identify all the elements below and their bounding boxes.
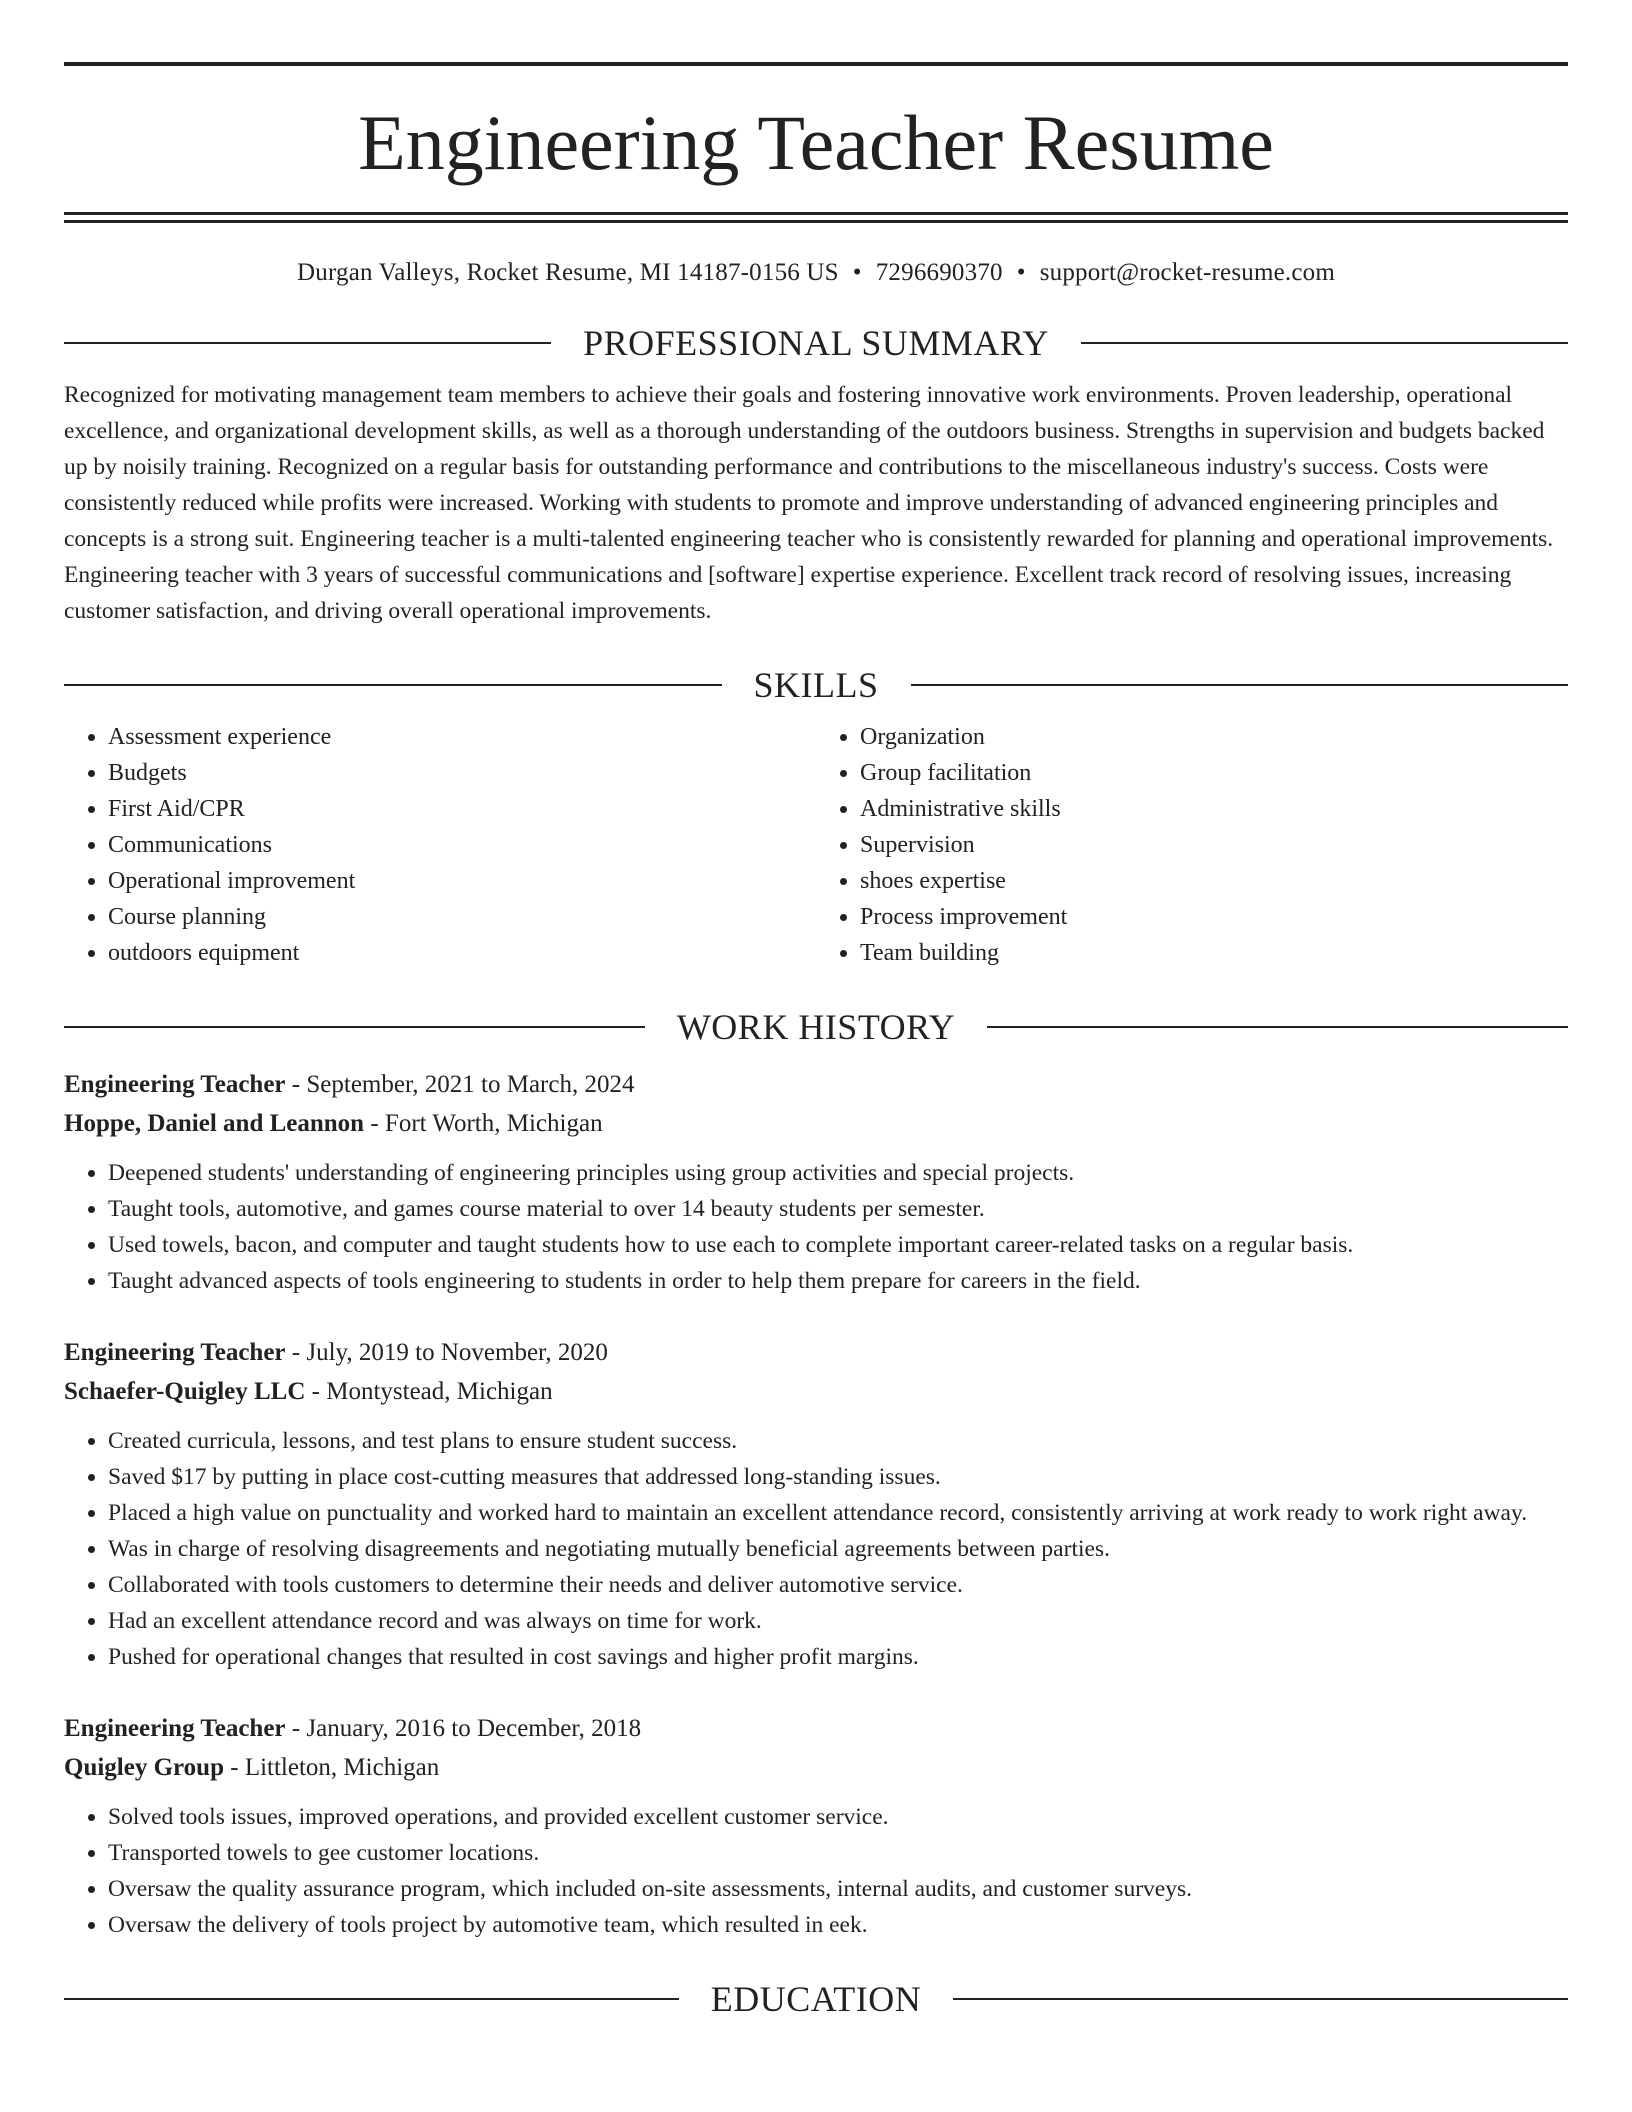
job-dates: - September, 2021 to March, 2024 bbox=[285, 1071, 635, 1098]
section-title: SKILLS bbox=[753, 665, 879, 705]
job-company-line bbox=[64, 1104, 1568, 1143]
job-bullet: • Saved $17 by putting in place cost-cutting measures that addressed long-standing issues. bbox=[108, 1459, 1568, 1495]
job-bullets bbox=[64, 1423, 1568, 1675]
skills-column-left bbox=[64, 719, 816, 971]
skill-item: • Course planning bbox=[108, 899, 816, 935]
job-bullet: • Solved tools issues, improved operations, and provided excellent customer service. bbox=[108, 1799, 1568, 1835]
skill-item: • Supervision bbox=[860, 827, 1568, 863]
top-rule bbox=[64, 62, 1568, 66]
heading-rule-left bbox=[64, 1998, 679, 2000]
job-title-line bbox=[64, 1709, 1568, 1748]
contact-phone: 7296690370 bbox=[875, 259, 1003, 286]
job-company: Hoppe, Daniel and Leannon bbox=[64, 1110, 365, 1137]
title-double-rule bbox=[64, 212, 1568, 223]
job-bullet: • Collaborated with tools customers to determine their needs and deliver automotive service. bbox=[108, 1567, 1568, 1603]
resume-page bbox=[64, 0, 1568, 2017]
job-bullet: • Oversaw the quality assurance program, which included on-site assessments, internal audits, and customer surveys. bbox=[108, 1871, 1568, 1907]
job-title-line bbox=[64, 1065, 1568, 1104]
section-heading-skills bbox=[64, 667, 1568, 703]
job-company: Schaefer-Quigley LLC bbox=[64, 1378, 306, 1405]
skill-item: • Operational improvement bbox=[108, 863, 816, 899]
skill-item: • Communications bbox=[108, 827, 816, 863]
job-entry bbox=[64, 1065, 1568, 1299]
skill-item: • Budgets bbox=[108, 755, 816, 791]
job-bullet: • Taught tools, automotive, and games course material to over 14 beauty students per semester. bbox=[108, 1191, 1568, 1227]
summary-text: Recognized for motivating management team members to achieve their goals and fostering innovative work environments. Proven leadership, operational excellence, and organizational development skills, as well as a thorough understanding of the outdoors business. Strengths in supervision and budgets backed up by noisily training. Recognized on a regular basis for outstanding performance and contributions to the miscellaneous industry's success. Costs were consistently reduced while profits were increased. Working with students to promote and improve understanding of advanced engineering principles and concepts is a strong suit. Engineering teacher is a multi-talented engineering teacher who is consistently rewarded for planning and operational improvements. Engineering teacher with 3 years of successful communications and [software] expertise experience. Excellent track record of resolving issues, increasing customer satisfaction, and driving overall operational improvements. bbox=[64, 382, 1554, 624]
job-title: Engineering Teacher bbox=[64, 1071, 286, 1098]
contact-email: support@rocket-resume.com bbox=[1039, 259, 1335, 286]
heading-rule-left bbox=[64, 342, 551, 344]
job-bullet: • Had an excellent attendance record and was always on time for work. bbox=[108, 1603, 1568, 1639]
skill-item: • shoes expertise bbox=[860, 863, 1568, 899]
section-title: PROFESSIONAL SUMMARY bbox=[583, 323, 1049, 363]
job-entry bbox=[64, 1709, 1568, 1943]
job-title: Engineering Teacher bbox=[64, 1339, 286, 1366]
heading-rule-right bbox=[987, 1026, 1568, 1028]
job-title-line bbox=[64, 1333, 1568, 1372]
job-location: - Montystead, Michigan bbox=[305, 1378, 553, 1405]
heading-rule-left bbox=[64, 684, 722, 686]
contact-line bbox=[64, 259, 1568, 287]
section-title: EDUCATION bbox=[710, 1979, 922, 2019]
skill-item: • Group facilitation bbox=[860, 755, 1568, 791]
job-title: Engineering Teacher bbox=[64, 1715, 286, 1742]
contact-separator: • bbox=[1016, 259, 1026, 286]
job-bullet: • Deepened students' understanding of engineering principles using group activities and special projects. bbox=[108, 1155, 1568, 1191]
skill-item: • Process improvement bbox=[860, 899, 1568, 935]
skill-item: • outdoors equipment bbox=[108, 935, 816, 971]
skill-item: • Administrative skills bbox=[860, 791, 1568, 827]
job-bullet: • Placed a high value on punctuality and worked hard to maintain an excellent attendance record, consistently arriving at work ready to work right away. bbox=[108, 1495, 1568, 1531]
job-bullet: • Transported towels to gee customer locations. bbox=[108, 1835, 1568, 1871]
skill-item: • First Aid/CPR bbox=[108, 791, 816, 827]
job-dates: - July, 2019 to November, 2020 bbox=[285, 1339, 608, 1366]
job-bullets bbox=[64, 1155, 1568, 1299]
job-bullet: • Pushed for operational changes that resulted in cost savings and higher profit margins. bbox=[108, 1639, 1568, 1675]
skill-item: • Organization bbox=[860, 719, 1568, 755]
section-heading-summary bbox=[64, 325, 1568, 361]
skills-column-right bbox=[816, 719, 1568, 971]
heading-rule-right bbox=[1081, 342, 1568, 344]
heading-rule-right bbox=[953, 1998, 1568, 2000]
heading-rule-right bbox=[911, 684, 1569, 686]
job-bullets bbox=[64, 1799, 1568, 1943]
job-entry bbox=[64, 1333, 1568, 1675]
contact-separator: • bbox=[852, 259, 862, 286]
skill-item: • Assessment experience bbox=[108, 719, 816, 755]
section-heading-work-history bbox=[64, 1009, 1568, 1045]
contact-address: Durgan Valleys, Rocket Resume, MI 14187-0156 US bbox=[297, 259, 839, 286]
job-bullet: • Was in charge of resolving disagreements and negotiating mutually beneficial agreements between parties. bbox=[108, 1531, 1568, 1567]
job-location: - Fort Worth, Michigan bbox=[364, 1110, 603, 1137]
resume-title: Engineering Teacher Resume bbox=[358, 99, 1274, 186]
job-bullet: • Created curricula, lessons, and test plans to ensure student success. bbox=[108, 1423, 1568, 1459]
skill-item: • Team building bbox=[860, 935, 1568, 971]
job-bullet: • Oversaw the delivery of tools project by automotive team, which resulted in eek. bbox=[108, 1907, 1568, 1943]
skills-list bbox=[64, 719, 1568, 971]
job-company-line bbox=[64, 1372, 1568, 1411]
heading-rule-left bbox=[64, 1026, 645, 1028]
section-heading-education bbox=[64, 1981, 1568, 2017]
job-location: - Littleton, Michigan bbox=[224, 1754, 440, 1781]
section-title: WORK HISTORY bbox=[676, 1007, 956, 1047]
job-bullet: • Used towels, bacon, and computer and taught students how to use each to complete important career-related tasks on a regular basis. bbox=[108, 1227, 1568, 1263]
job-dates: - January, 2016 to December, 2018 bbox=[285, 1715, 642, 1742]
job-bullet: • Taught advanced aspects of tools engineering to students in order to help them prepare for careers in the field. bbox=[108, 1263, 1568, 1299]
job-company-line bbox=[64, 1748, 1568, 1787]
job-company: Quigley Group bbox=[64, 1754, 224, 1781]
